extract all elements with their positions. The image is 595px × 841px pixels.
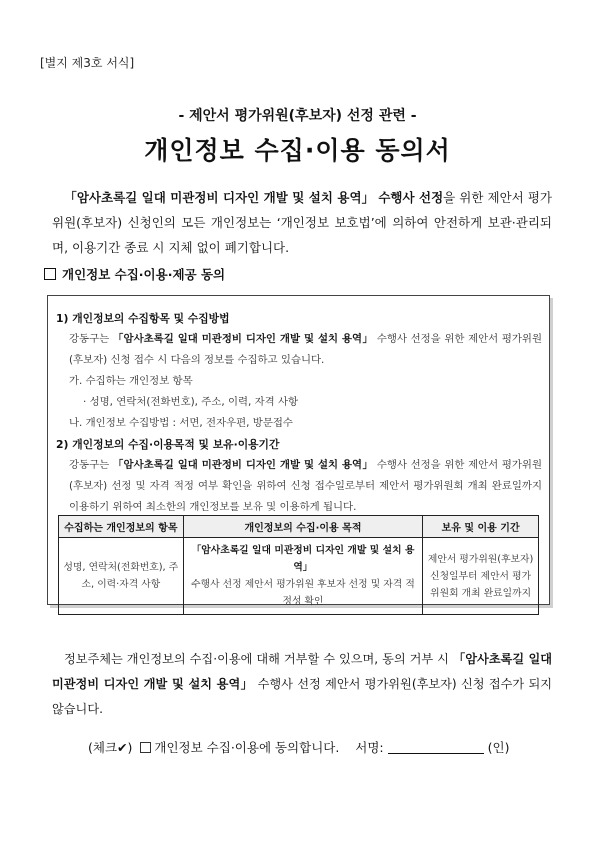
intro-paragraph — [52, 185, 552, 260]
seal-label: (인) — [487, 740, 510, 755]
section-1-item-a-list: · 성명, 연락처(전화번호), 주소, 이력, 자격 사항 — [83, 396, 299, 408]
table-cell-items: 성명, 연락처(전화번호), 주소, 이력·자격 사항 — [59, 538, 184, 615]
table-header-cell: 수집하는 개인정보의 항목 — [59, 516, 184, 538]
consent-line — [88, 738, 509, 756]
section-1-post: 수행사 선정을 위한 제안서 평가위원(후보자) 신청 접수 시 다음의 정보를 수집하고 있습니다. — [69, 333, 543, 366]
section-checkbox[interactable] — [44, 268, 56, 280]
section-1-pre: 강동구는 — [69, 333, 113, 345]
document-subtitle: - 제안서 평가위원(후보자) 선정 관련 - — [178, 108, 417, 124]
section-heading-text: 개인정보 수집·이용·제공 동의 — [62, 267, 226, 282]
signature-field[interactable] — [388, 741, 484, 754]
closing-project: 「암사초록길 일대 미관정비 디자인 개발 및 설치 용역」 — [52, 652, 552, 691]
table-header-row — [59, 516, 539, 538]
table-header-cell: 개인정보의 수집·이용 목적 — [183, 516, 422, 538]
intro-selection: 수행사 선정 — [378, 190, 444, 205]
closing-pre: 정보주체는 개인정보의 수집·이용에 대해 거부할 수 있으며, 동의 거부 시 — [63, 652, 453, 666]
table-purpose-project: 「암사초록길 일대 미관정비 디자인 개발 및 설치 용역」 — [191, 545, 415, 573]
closing-paragraph — [52, 647, 552, 722]
document-title: 개인정보 수집·이용 동의서 — [144, 136, 451, 165]
table-purpose-rest: 수행사 선정 제안서 평가위원 후보자 선정 및 자격 적정성 확인 — [191, 579, 415, 607]
table-cell-period: 제안서 평가위원(후보자) 신청일부터 제안서 평가위원회 개최 완료일까지 — [423, 538, 539, 615]
consent-checkbox[interactable] — [140, 742, 151, 753]
section-heading — [44, 265, 225, 283]
signature-label: 서명: — [355, 740, 384, 755]
section-1-item-b: 나. 개인정보 수집방법 : 서면, 전자우편, 방문접수 — [69, 417, 293, 429]
form-number: [별지 제3호 서식] — [40, 56, 135, 70]
section-1-body — [56, 329, 542, 371]
section-2-pre: 강동구는 — [69, 459, 113, 471]
intro-text: 을 위한 제안서 평가위원(후보자) 신청인의 모든 개인정보는 ‘개인정보 보호법’에 의하여 안전하게 보관·관리되며, 이용기간 종료 시 지체 없이 폐기합니다. — [52, 190, 552, 255]
section-1-title: 1) 개인정보의 수집항목 및 수집방법 — [56, 312, 230, 325]
intro-project-name: 「암사초록길 일대 미관정비 디자인 개발 및 설치 용역」 — [64, 190, 375, 205]
consent-details-box — [47, 295, 550, 605]
consent-label: 개인정보 수집·이용에 동의합니다. — [154, 740, 340, 755]
table-cell-purpose — [183, 538, 422, 615]
section-1-project: 「암사초록길 일대 미관정비 디자인 개발 및 설치 용역」 — [112, 333, 374, 345]
consent-check-label: (체크✔) — [88, 740, 133, 755]
section-1-item-a: 가. 수집하는 개인정보 항목 — [69, 375, 193, 387]
section-2-post: 수행사 선정을 위한 제안서 평가위원(후보자) 선정 및 자격 적정 여부 확인을 위하여 신청 접수일로부터 제안서 평가위원회 개최 완료일까지 이용하기 위하여 최소한의 개인정보를 보유 및 이용하게 됩니다. — [69, 459, 543, 513]
table-header-cell: 보유 및 이용 기간 — [423, 516, 539, 538]
section-2-project: 「암사초록길 일대 미관정비 디자인 개발 및 설치 용역」 — [112, 459, 374, 471]
closing-post: 수행사 선정 제안서 평가위원(후보자) 신청 접수가 되지 않습니다. — [52, 677, 552, 716]
section-2-title: 2) 개인정보의 수집·이용목적 및 보유·이용기간 — [56, 438, 280, 451]
table-row — [59, 538, 539, 615]
section-2-body — [56, 455, 542, 518]
info-table — [58, 515, 539, 615]
